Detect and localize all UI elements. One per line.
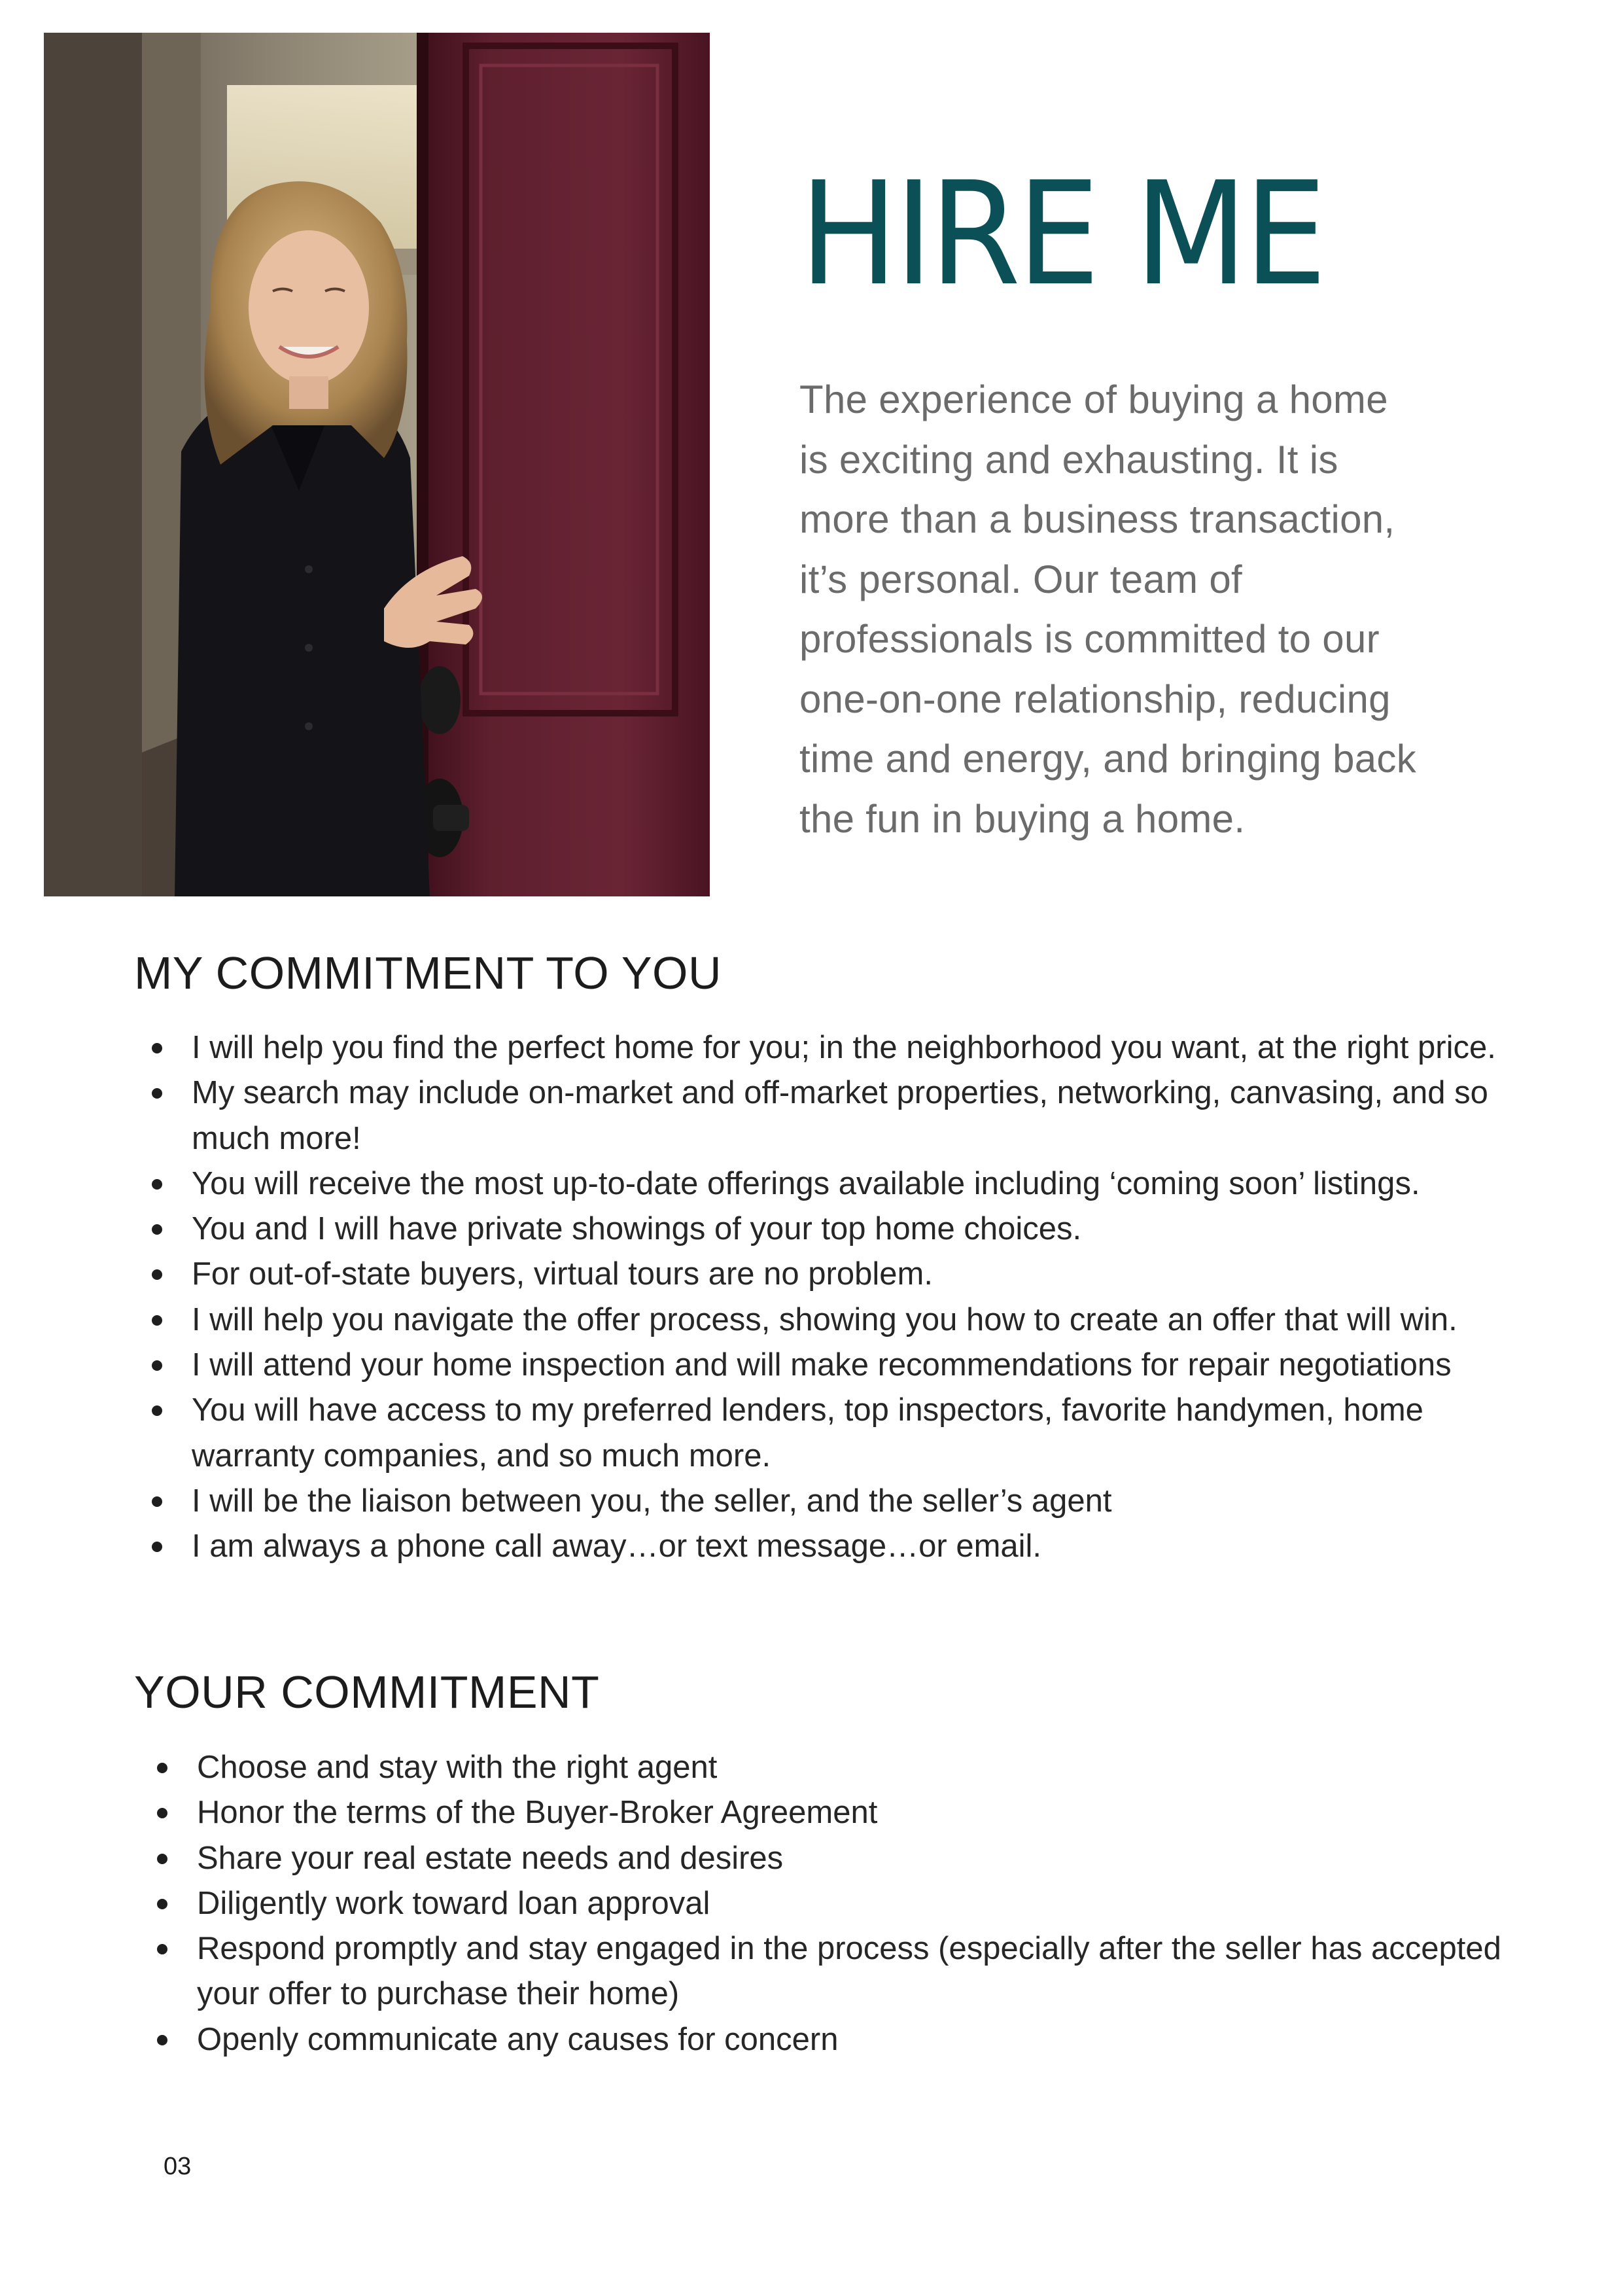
list-item (137, 1388, 1496, 1479)
intro-line: is exciting and exhausting. It is (799, 437, 1338, 482)
list-item-text: I am always a phone call away…or text message…or email. (192, 1528, 1042, 1564)
your-commitment-list (143, 1745, 1501, 2062)
list-item-text: Openly communicate any causes for concern (197, 2021, 839, 2057)
list-item-text: Share your real estate needs and desires (197, 1840, 784, 1876)
list-item (143, 2017, 1501, 2062)
list-item-text: For out-of-state buyers, virtual tours are no problem. (192, 1256, 933, 1292)
list-item (137, 1298, 1496, 1343)
page-number: 03 (164, 2153, 192, 2180)
my-commitment-list (137, 1025, 1496, 1570)
agent-at-door-image (44, 33, 710, 896)
intro-line: professionals is committed to our (799, 617, 1380, 661)
list-item-text: You will have access to my preferred lenders, top inspectors, favorite handymen, home (192, 1392, 1423, 1428)
list-item-text: You and I will have private showings of your top home choices. (192, 1211, 1082, 1247)
list-item-text: My search may include on-market and off-market properties, networking, canvasing, and so (192, 1075, 1488, 1111)
list-item (143, 1881, 1501, 1926)
list-item (143, 1790, 1501, 1835)
list-item-text: You will receive the most up-to-date offerings available including ‘coming soon’ listings. (192, 1165, 1420, 1201)
list-item-text: your offer to purchase their home) (197, 1976, 680, 2012)
list-item-text: Diligently work toward loan approval (197, 1885, 710, 1921)
list-item-text: I will help you find the perfect home for you; in the neighborhood you want, at the right price. (192, 1030, 1496, 1065)
intro-line: more than a business transaction, (799, 497, 1395, 541)
intro-paragraph (799, 370, 1473, 849)
list-item-text: I will be the liaison between you, the seller, and the seller’s agent (192, 1483, 1112, 1519)
list-item (137, 1025, 1496, 1070)
list-item (137, 1479, 1496, 1524)
list-item (143, 1836, 1501, 1881)
your-commitment-heading: YOUR COMMITMENT (134, 1667, 600, 1718)
list-item-text: I will attend your home inspection and will make recommendations for repair negotiations (192, 1347, 1452, 1383)
agent-photo (44, 33, 710, 896)
list-item (143, 1926, 1501, 2017)
list-item-text: Respond promptly and stay engaged in the process (especially after the seller has accepted (197, 1931, 1501, 1967)
list-item-text: I will help you navigate the offer process, showing you how to create an offer that will win. (192, 1301, 1457, 1337)
list-item (137, 1207, 1496, 1252)
my-commitment-heading: MY COMMITMENT TO YOU (134, 947, 722, 998)
list-item-text: Choose and stay with the right agent (197, 1750, 718, 1785)
list-item (137, 1343, 1496, 1388)
intro-line: one-on-one relationship, reducing (799, 677, 1391, 721)
list-item-text: warranty companies, and so much more. (192, 1438, 771, 1474)
list-item-text: Honor the terms of the Buyer-Broker Agreement (197, 1795, 878, 1831)
list-item (137, 1252, 1496, 1297)
list-item-text: much more! (192, 1120, 361, 1156)
intro-line: it’s personal. Our team of (799, 557, 1242, 601)
list-item (137, 1524, 1496, 1569)
intro-line: The experience of buying a home (799, 378, 1388, 421)
list-item (137, 1161, 1496, 1207)
intro-line: time and energy, and bringing back (799, 737, 1417, 781)
page-title: HIRE ME (799, 152, 1323, 317)
list-item (137, 1070, 1496, 1161)
list-item (143, 1745, 1501, 1790)
intro-line: the fun in buying a home. (799, 796, 1246, 841)
